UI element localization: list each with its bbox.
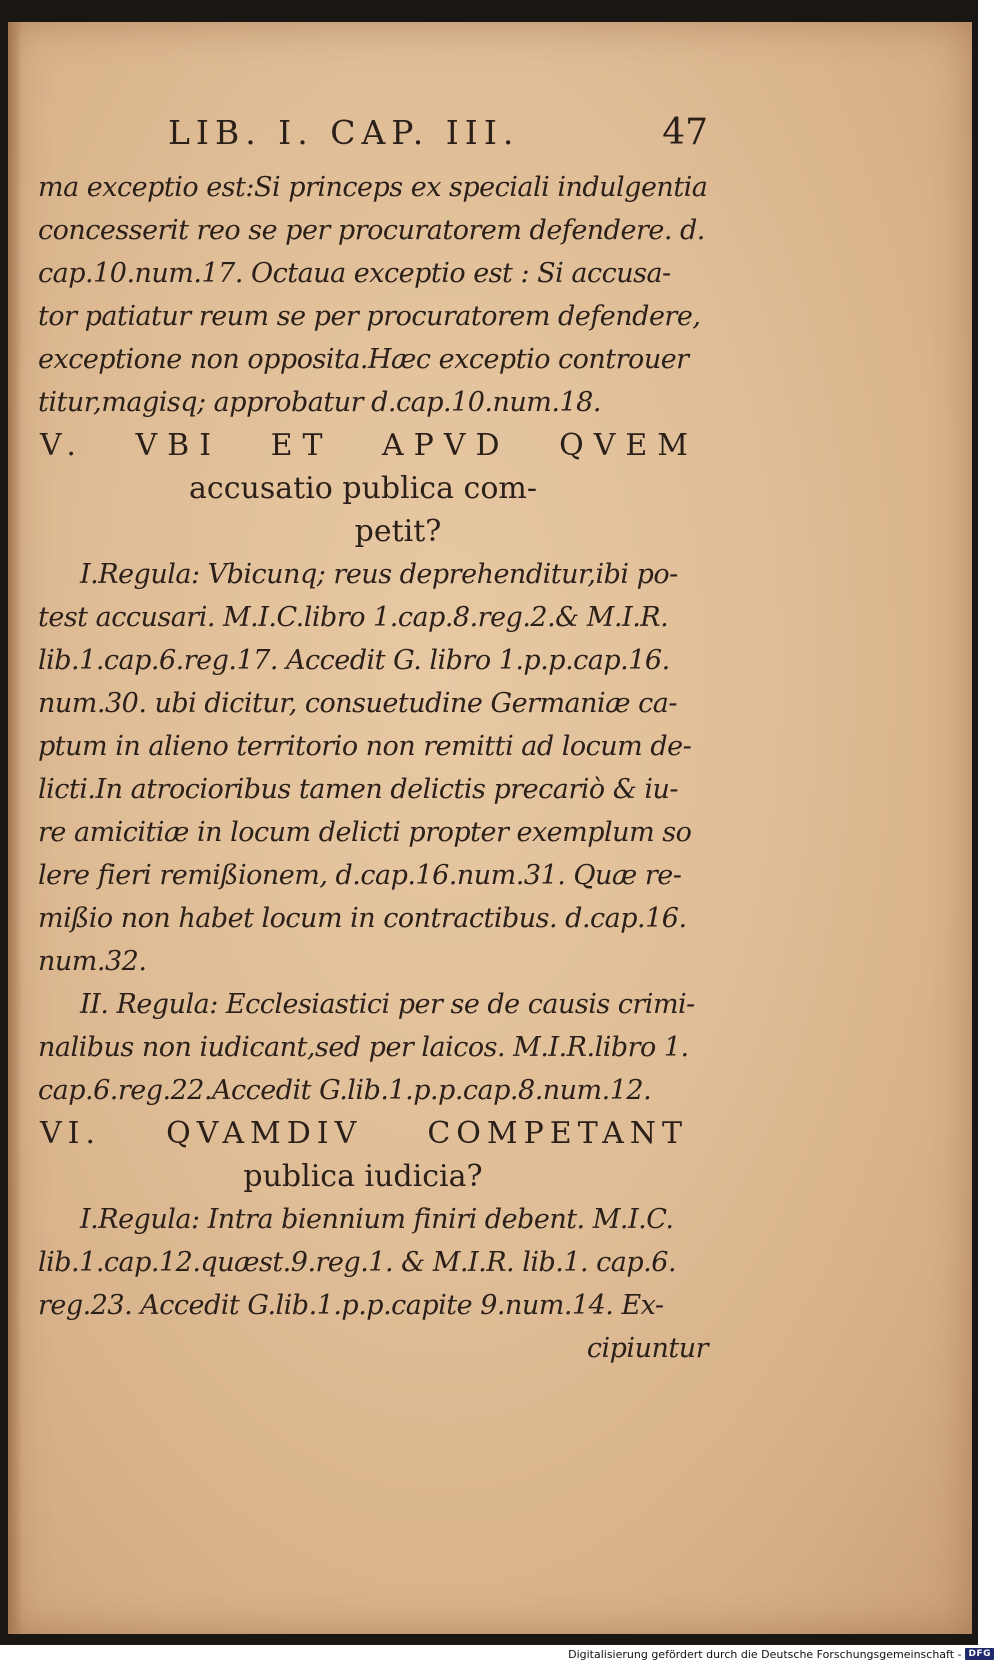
- section-v-body: [38, 553, 718, 1112]
- section-heading-line: publica iudicia?: [243, 1159, 483, 1194]
- body-paragraph: [38, 166, 718, 424]
- book-page: [8, 22, 972, 1634]
- text-line: num.30. ubi dicitur, consuetudine Germaniæ ca-: [38, 688, 677, 719]
- text-line: cap.6.reg.22.Accedit G.lib.1.p.p.cap.8.num.12.: [38, 1075, 652, 1106]
- dfg-logo-icon: DFG: [965, 1648, 994, 1660]
- text-line: reg.23. Accedit G.lib.1.p.p.capite 9.num.14. Ex-: [38, 1290, 664, 1321]
- text-line: test accusari. M.I.C.libro 1.cap.8.reg.2.& M.I.R.: [38, 602, 669, 633]
- text-line: num.32.: [38, 946, 147, 977]
- text-line: ptum in alieno territorio non remitti ad locum de-: [38, 731, 692, 762]
- text-line: exceptione non opposita.Hæc exceptio controuer: [38, 344, 689, 375]
- text-line: concesserit reo se per procuratorem defendere. d.: [38, 215, 705, 246]
- digitization-footer: [568, 1646, 994, 1662]
- section-vi-body: [38, 1198, 718, 1370]
- text-line: cap.10.num.17. Octaua exceptio est : Si accusa-: [38, 258, 671, 289]
- section-v-heading: [38, 424, 718, 553]
- text-line: lib.1.cap.12.quæst.9.reg.1. & M.I.R. lib.1. cap.6.: [38, 1247, 677, 1278]
- text-line: mißio non habet locum in contractibus. d.cap.16.: [38, 903, 687, 934]
- section-heading-line: V. VBI ET APVD QVEM: [40, 428, 698, 463]
- running-head: [38, 112, 718, 166]
- text-line: titur,magisq; approbatur d.cap.10.num.18.: [38, 387, 601, 418]
- page-number: 47: [662, 112, 708, 153]
- text-line: re amicitiæ in locum delicti propter exemplum so: [38, 817, 692, 848]
- text-line: tor patiatur reum se per procuratorem defendere,: [38, 301, 701, 332]
- page-edge-shadow: [8, 22, 22, 1634]
- section-heading-line: VI. QVAMDIV COMPETANT: [40, 1116, 688, 1151]
- text-line: nalibus non iudicant,sed per laicos. M.I.R.libro 1.: [38, 1032, 689, 1063]
- text-line: II. Regula: Ecclesiastici per se de causis crimi-: [80, 989, 695, 1020]
- section-heading-line: accusatio publica com-: [189, 471, 537, 506]
- text-line: licti.In atrocioribus tamen delictis precariò & iu-: [38, 774, 678, 805]
- text-line: I.Regula: Vbicunq; reus deprehenditur,ibi po-: [80, 559, 678, 590]
- running-head-title: LIB. I. CAP. III.: [168, 113, 520, 152]
- text-line: lib.1.cap.6.reg.17. Accedit G. libro 1.p.p.cap.16.: [38, 645, 670, 676]
- text-line: ma exceptio est:Si princeps ex speciali indulgentia: [38, 172, 708, 203]
- footer-text: Digitalisierung gefördert durch die Deutsche Forschungsgemeinschaft -: [568, 1647, 962, 1661]
- catchword: cipiuntur: [586, 1333, 708, 1364]
- section-heading-line: petit?: [354, 514, 442, 549]
- text-line: lere fieri remißionem, d.cap.16.num.31. Quæ re-: [38, 860, 682, 891]
- text-block: [38, 112, 718, 1370]
- section-vi-heading: [38, 1112, 718, 1198]
- text-line: I.Regula: Intra biennium finiri debent. M.I.C.: [80, 1204, 674, 1235]
